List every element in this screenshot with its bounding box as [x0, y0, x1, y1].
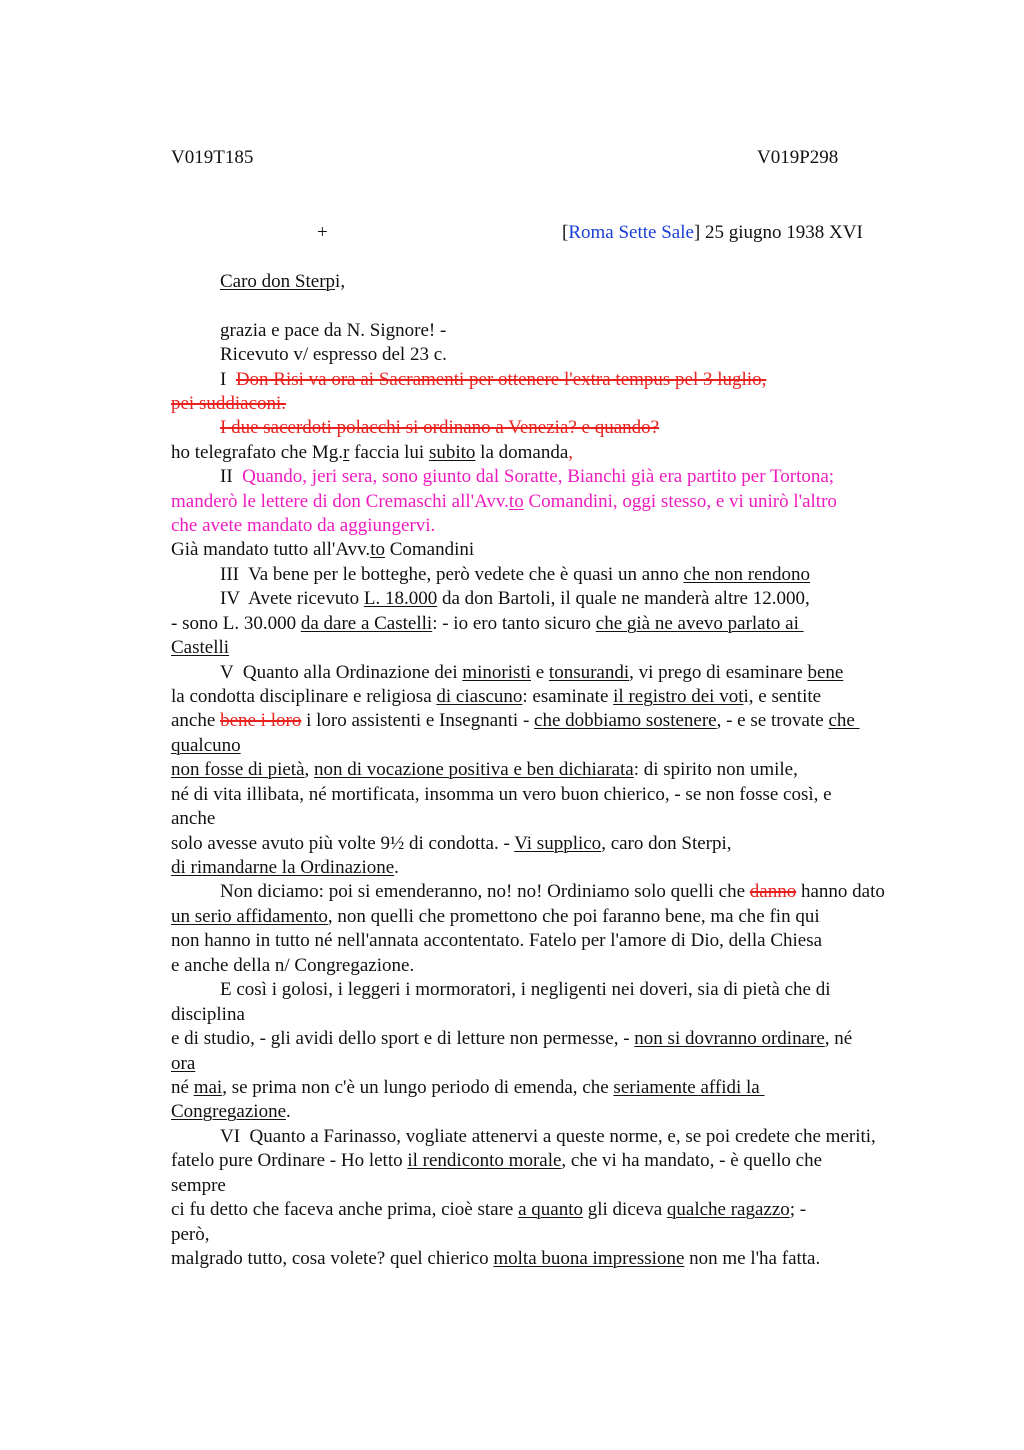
text-line: E così i golosi, i leggeri i mormoratori, i negligenti nei doveri, sia di pietà che di [220, 979, 831, 1000]
highlighted-text: che avete mandato da aggiungervi. [171, 515, 436, 536]
text-line: né di vita illibata, né mortificata, insomma un vero buon chierico, - se non fosse così, e [171, 784, 832, 805]
text-line: ora [171, 1053, 196, 1074]
text-line: I Don Risi va ora ai Sacramenti per ottenere l'extra tempus pel 3 luglio, [220, 369, 767, 390]
text-line: però, [171, 1224, 210, 1245]
text-line: Non diciamo: poi si emenderanno, no! no! Ordiniamo solo quelli che danno hanno dato [220, 881, 885, 902]
deleted-text: bene i loro [220, 710, 302, 731]
text-line: Già mandato tutto all'Avv.to Comandini [171, 539, 475, 560]
text-line: un serio affidamento, non quelli che promettono che poi faranno bene, ma che fin qui [171, 906, 820, 927]
text-line: non hanno in tutto né nell'annata accontentato. Fatelo per l'amore di Dio, della Chiesa [171, 930, 823, 951]
text-line: - sono L. 30.000 da dare a Castelli: - io ero tanto sicuro che già ne avevo parlato ai [171, 613, 804, 634]
text-line: Ricevuto v/ espresso del 23 c. [220, 344, 447, 365]
document-code-left: V019T185 [171, 147, 254, 168]
text-line: ho telegrafato che Mg.r faccia lui subito la domanda, [171, 442, 574, 463]
text-line: non fosse di pietà, non di vocazione positiva e ben dichiarata: di spirito non umile, [171, 759, 798, 780]
text-line: Congregazione. [171, 1101, 291, 1122]
text-line: malgrado tutto, cosa volete? quel chierico molta buona impressione non me l'ha fatta. [171, 1248, 821, 1269]
place-name: Roma Sette Sale [568, 222, 694, 243]
letter-date: 25 giugno 1938 XVI [700, 222, 863, 243]
deleted-text: pei suddiaconi. [171, 393, 287, 414]
text-line: III Va bene per le botteghe, però vedete che è quasi un anno che non rendono [220, 564, 811, 585]
text-line: VI Quanto a Farinasso, vogliate attenervi a queste norme, e, se poi credete che meriti, [220, 1126, 876, 1147]
text-line: anche [171, 808, 216, 829]
text-line: solo avesse avuto più volte 9½ di condotta. - Vi supplico, caro don Sterpi, [171, 833, 732, 854]
text-line: anche bene i loro i loro assistenti e Insegnanti - che dobbiamo sostenere, - e se trovate che [171, 710, 860, 731]
text-line: IV Avete ricevuto L. 18.000 da don Bartoli, il quale ne manderà altre 12.000, [220, 588, 810, 609]
highlighted-text: Quando, jeri sera, sono giunto dal Soratte, Bianchi già era partito per Tortona; [242, 466, 835, 487]
text-line: di rimandarne la Ordinazione. [171, 857, 399, 878]
place-date-line: [Roma Sette Sale] 25 giugno 1938 XVI [562, 222, 863, 243]
text-line [171, 392, 286, 416]
text-line: grazia e pace da N. Signore! - [220, 320, 447, 341]
text-line: e anche della n/ Congregazione. [171, 955, 415, 976]
text-line: e di studio, - gli avidi dello sport e di letture non permesse, - non si dovranno ordinare, né [171, 1028, 853, 1049]
text-line: ci fu detto che faceva anche prima, cioè stare a quanto gli diceva qualche ragazzo; - [171, 1199, 807, 1220]
text-line: II Quando, jeri sera, sono giunto dal Soratte, Bianchi già era partito per Tortona; [220, 466, 835, 487]
text-line: fatelo pure Ordinare - Ho letto il rendiconto morale, che vi ha mandato, - è quello che [171, 1150, 823, 1171]
deleted-text: Don Risi va ora ai Sacramenti per ottenere l'extra tempus pel 3 luglio, [235, 369, 767, 390]
deleted-text: danno [749, 881, 797, 902]
cross-mark: + [317, 222, 328, 243]
text-line: disciplina [171, 1004, 245, 1025]
salutation: Caro don Sterpi, [220, 271, 346, 292]
text-line [220, 416, 659, 440]
text-line: la condotta disciplinare e religiosa di ciascuno: esaminate il registro dei voti, e sentite [171, 686, 822, 707]
document-code-right: V019P298 [757, 147, 839, 168]
text-line: né mai, se prima non c'è un lungo periodo di emenda, che seriamente affidi la [171, 1077, 765, 1098]
text-line: Castelli [171, 637, 230, 658]
text-line: V Quanto alla Ordinazione dei minoristi e tonsurandi, vi prego di esaminare bene [220, 662, 844, 683]
deleted-text: I due sacerdoti polacchi si ordinano a Venezia? e quando? [220, 417, 660, 438]
text-line: qualcuno [171, 735, 241, 756]
text-line: sempre [171, 1175, 226, 1196]
highlighted-text: manderò le lettere di don Cremaschi all'Avv.to Comandini, oggi stesso, e vi unirò l'altro [171, 491, 837, 512]
